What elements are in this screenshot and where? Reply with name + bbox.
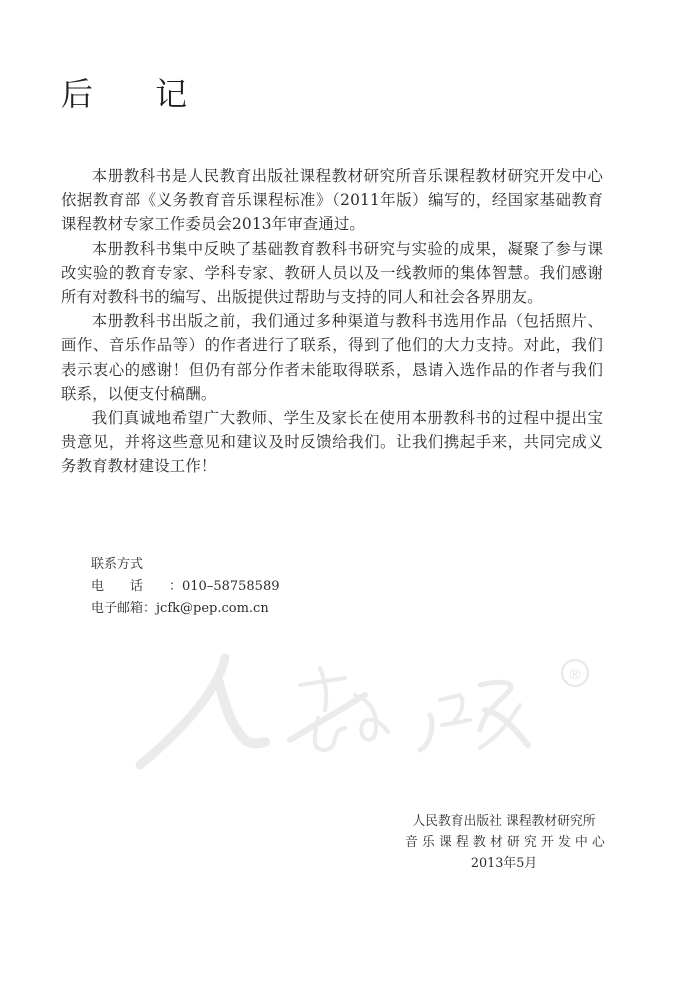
contact-phone	[91, 576, 280, 598]
paragraph-4: 我们真诚地希望广大教师、学生及家长在使用本册教科书的过程中提出宝贵意见，并将这些意见和建议及时反馈给我们。让我们携起手来，共同完成义务教育教材建设工作！	[61, 409, 603, 476]
signature-center: 音乐课程教材研究开发中心	[405, 835, 609, 850]
page-title: 后 记	[61, 75, 214, 113]
afterword-body	[61, 164, 603, 479]
paragraph-2: 本册教科书集中反映了基础教育教科书研究与实验的成果，凝聚了参与课改实验的教育专家、学科专家、教研人员以及一线教师的集体智慧。我们感谢所有对教科书的编写、出版提供过帮助与支持的同人和社会各界朋友。	[61, 239, 603, 307]
phone-value: ：010–58758589	[169, 579, 280, 594]
email-value[interactable]: ：jcfk@pep.com.cn	[143, 601, 269, 616]
calligraphy-logo-icon	[130, 640, 610, 780]
contact-heading: 联系方式	[91, 557, 144, 572]
email-label: 电子邮箱	[91, 601, 144, 616]
paragraph-1: 本册教科书是人民教育出版社课程教材研究所音乐课程教材研究开发中心依据教育部《义务教育音乐课程标准》（2011年版）编写的，经国家基础教育课程教材专家工作委员会2013年审查通过。	[61, 167, 603, 234]
contact-email	[91, 598, 280, 620]
phone-label: 电话	[91, 579, 170, 594]
signature-publisher: 人民教育出版社 课程教材研究所	[412, 814, 596, 829]
signature-block	[405, 811, 609, 874]
signature-date: 2013年5月	[470, 856, 538, 871]
pep-watermark-logo	[130, 640, 610, 780]
registered-mark: ®	[569, 666, 581, 683]
paragraph-3: 本册教科书出版之前，我们通过多种渠道与教科书选用作品（包括照片、画作、音乐作品等）的作者进行了联系，得到了他们的大力支持。对此，我们表示衷心的感谢！但仍有部分作者未能取得联系，恳请入选作品的作者与我们联系，以便支付稿酬。	[61, 312, 603, 403]
contact-info	[91, 554, 280, 620]
